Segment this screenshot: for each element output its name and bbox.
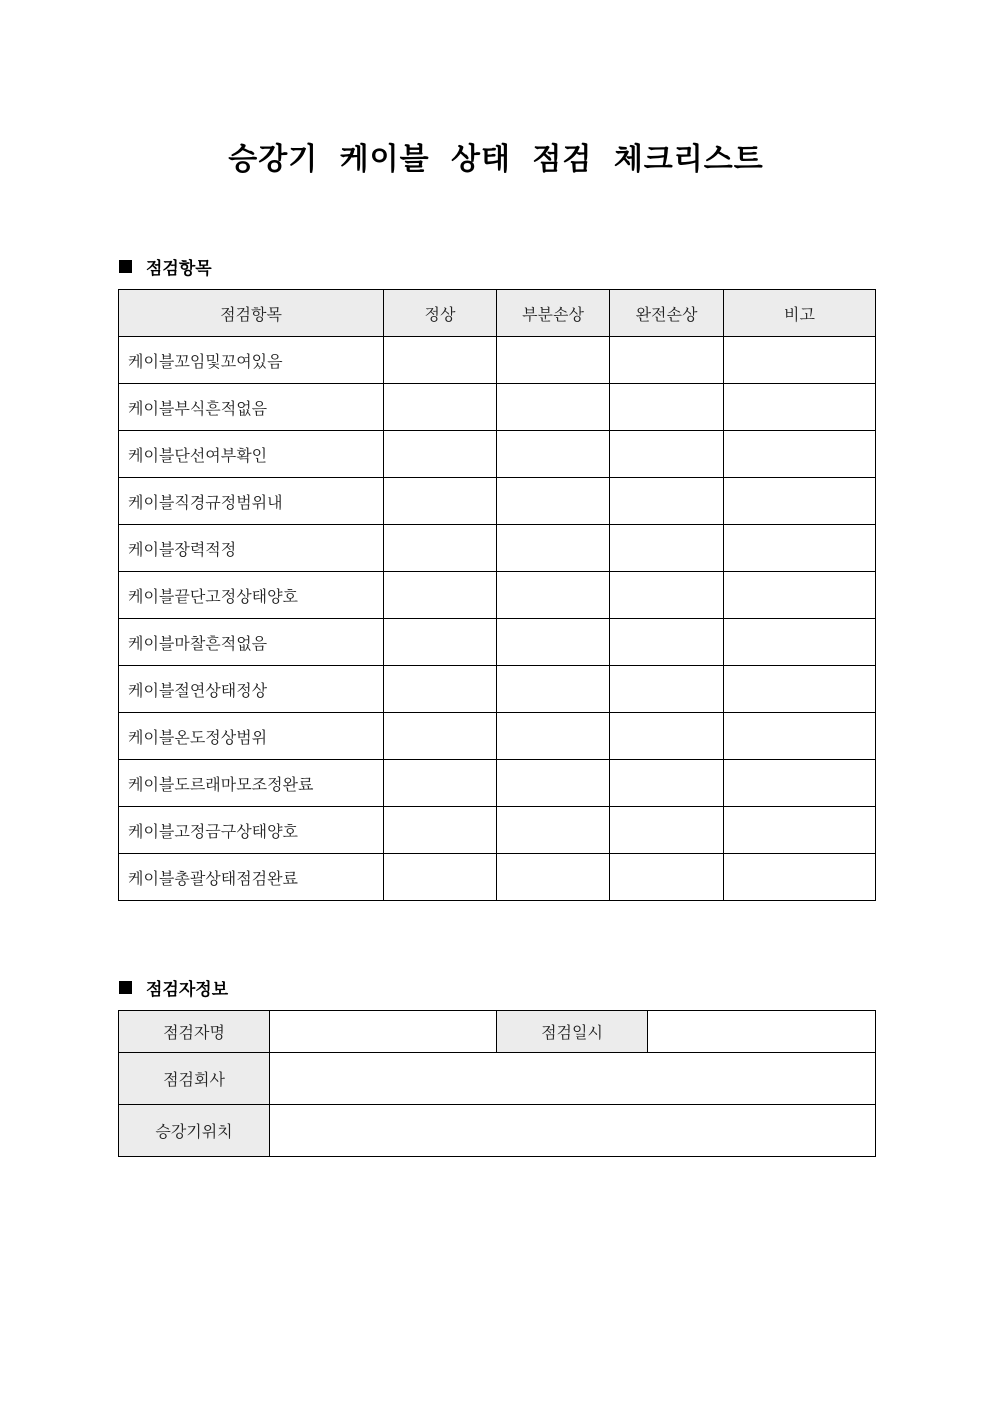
full-damage-check-cell[interactable] [610, 337, 724, 384]
partial-damage-check-cell[interactable] [497, 525, 610, 572]
partial-damage-check-cell[interactable] [497, 478, 610, 525]
black-square-bullet-icon [119, 260, 132, 273]
full-damage-check-cell[interactable] [610, 760, 724, 807]
checklist-item-label: 케이블장력적정 [119, 525, 384, 572]
checklist-row [119, 807, 876, 854]
company-label: 점검회사 [119, 1053, 270, 1105]
checklist-row [119, 572, 876, 619]
note-cell[interactable] [724, 713, 876, 760]
checklist-row [119, 713, 876, 760]
partial-damage-check-cell[interactable] [497, 384, 610, 431]
checklist-row [119, 619, 876, 666]
column-header-partial-damage: 부분손상 [497, 290, 610, 337]
checklist-item-label: 케이블꼬임및꼬여있음 [119, 337, 384, 384]
checklist-row [119, 760, 876, 807]
note-cell[interactable] [724, 807, 876, 854]
partial-damage-check-cell[interactable] [497, 337, 610, 384]
inspection-datetime-label: 점검일시 [497, 1011, 648, 1053]
checklist-row [119, 666, 876, 713]
full-damage-check-cell[interactable] [610, 525, 724, 572]
column-header-item: 점검항목 [119, 290, 384, 337]
company-field[interactable] [270, 1053, 876, 1105]
note-cell[interactable] [724, 384, 876, 431]
partial-damage-check-cell[interactable] [497, 431, 610, 478]
normal-check-cell[interactable] [384, 431, 497, 478]
normal-check-cell[interactable] [384, 666, 497, 713]
checklist-item-label: 케이블마찰흔적없음 [119, 619, 384, 666]
section-heading-label: 점검항목 [146, 259, 212, 279]
info-row-company [119, 1053, 876, 1105]
checklist-item-label: 케이블직경규정범위내 [119, 478, 384, 525]
full-damage-check-cell[interactable] [610, 854, 724, 901]
checklist-item-label: 케이블온도정상범위 [119, 713, 384, 760]
page-title: 승강기 케이블 상태 점검 체크리스트 [228, 142, 764, 177]
partial-damage-check-cell[interactable] [497, 760, 610, 807]
normal-check-cell[interactable] [384, 337, 497, 384]
full-damage-check-cell[interactable] [610, 431, 724, 478]
checklist-row [119, 431, 876, 478]
partial-damage-check-cell[interactable] [497, 619, 610, 666]
full-damage-check-cell[interactable] [610, 384, 724, 431]
note-cell[interactable] [724, 666, 876, 713]
normal-check-cell[interactable] [384, 478, 497, 525]
inspector-info-table [118, 1010, 876, 1157]
elevator-location-label: 승강기위치 [119, 1105, 270, 1157]
note-cell[interactable] [724, 619, 876, 666]
normal-check-cell[interactable] [384, 713, 497, 760]
normal-check-cell[interactable] [384, 807, 497, 854]
checklist-item-label: 케이블부식흔적없음 [119, 384, 384, 431]
black-square-bullet-icon [119, 981, 132, 994]
checklist-item-label: 케이블끝단고정상태양호 [119, 572, 384, 619]
partial-damage-check-cell[interactable] [497, 807, 610, 854]
note-cell[interactable] [724, 337, 876, 384]
normal-check-cell[interactable] [384, 760, 497, 807]
checklist-row [119, 478, 876, 525]
normal-check-cell[interactable] [384, 384, 497, 431]
checklist-row [119, 337, 876, 384]
note-cell[interactable] [724, 572, 876, 619]
full-damage-check-cell[interactable] [610, 478, 724, 525]
partial-damage-check-cell[interactable] [497, 666, 610, 713]
info-row-name-date [119, 1011, 876, 1053]
inspection-datetime-field[interactable] [648, 1011, 876, 1053]
full-damage-check-cell[interactable] [610, 572, 724, 619]
partial-damage-check-cell[interactable] [497, 572, 610, 619]
full-damage-check-cell[interactable] [610, 807, 724, 854]
full-damage-check-cell[interactable] [610, 713, 724, 760]
note-cell[interactable] [724, 854, 876, 901]
note-cell[interactable] [724, 525, 876, 572]
checklist-item-label: 케이블고정금구상태양호 [119, 807, 384, 854]
checklist-row [119, 854, 876, 901]
full-damage-check-cell[interactable] [610, 619, 724, 666]
inspector-name-field[interactable] [270, 1011, 497, 1053]
checklist-item-label: 케이블총괄상태점검완료 [119, 854, 384, 901]
partial-damage-check-cell[interactable] [497, 713, 610, 760]
normal-check-cell[interactable] [384, 619, 497, 666]
normal-check-cell[interactable] [384, 572, 497, 619]
column-header-note: 비고 [724, 290, 876, 337]
normal-check-cell[interactable] [384, 854, 497, 901]
column-header-normal: 정상 [384, 290, 497, 337]
checklist-header-row [119, 290, 876, 337]
checklist-item-label: 케이블단선여부확인 [119, 431, 384, 478]
note-cell[interactable] [724, 760, 876, 807]
elevator-location-field[interactable] [270, 1105, 876, 1157]
column-header-full-damage: 완전손상 [610, 290, 724, 337]
section-heading-label: 점검자정보 [146, 980, 229, 1000]
note-cell[interactable] [724, 478, 876, 525]
checklist-item-label: 케이블절연상태정상 [119, 666, 384, 713]
section-heading-inspector [119, 975, 228, 1000]
section-heading-checklist [119, 254, 212, 279]
note-cell[interactable] [724, 431, 876, 478]
info-row-location [119, 1105, 876, 1157]
checklist-row [119, 384, 876, 431]
checklist-item-label: 케이블도르래마모조정완료 [119, 760, 384, 807]
partial-damage-check-cell[interactable] [497, 854, 610, 901]
checklist-table [118, 289, 876, 901]
full-damage-check-cell[interactable] [610, 666, 724, 713]
normal-check-cell[interactable] [384, 525, 497, 572]
inspector-name-label: 점검자명 [119, 1011, 270, 1053]
checklist-row [119, 525, 876, 572]
